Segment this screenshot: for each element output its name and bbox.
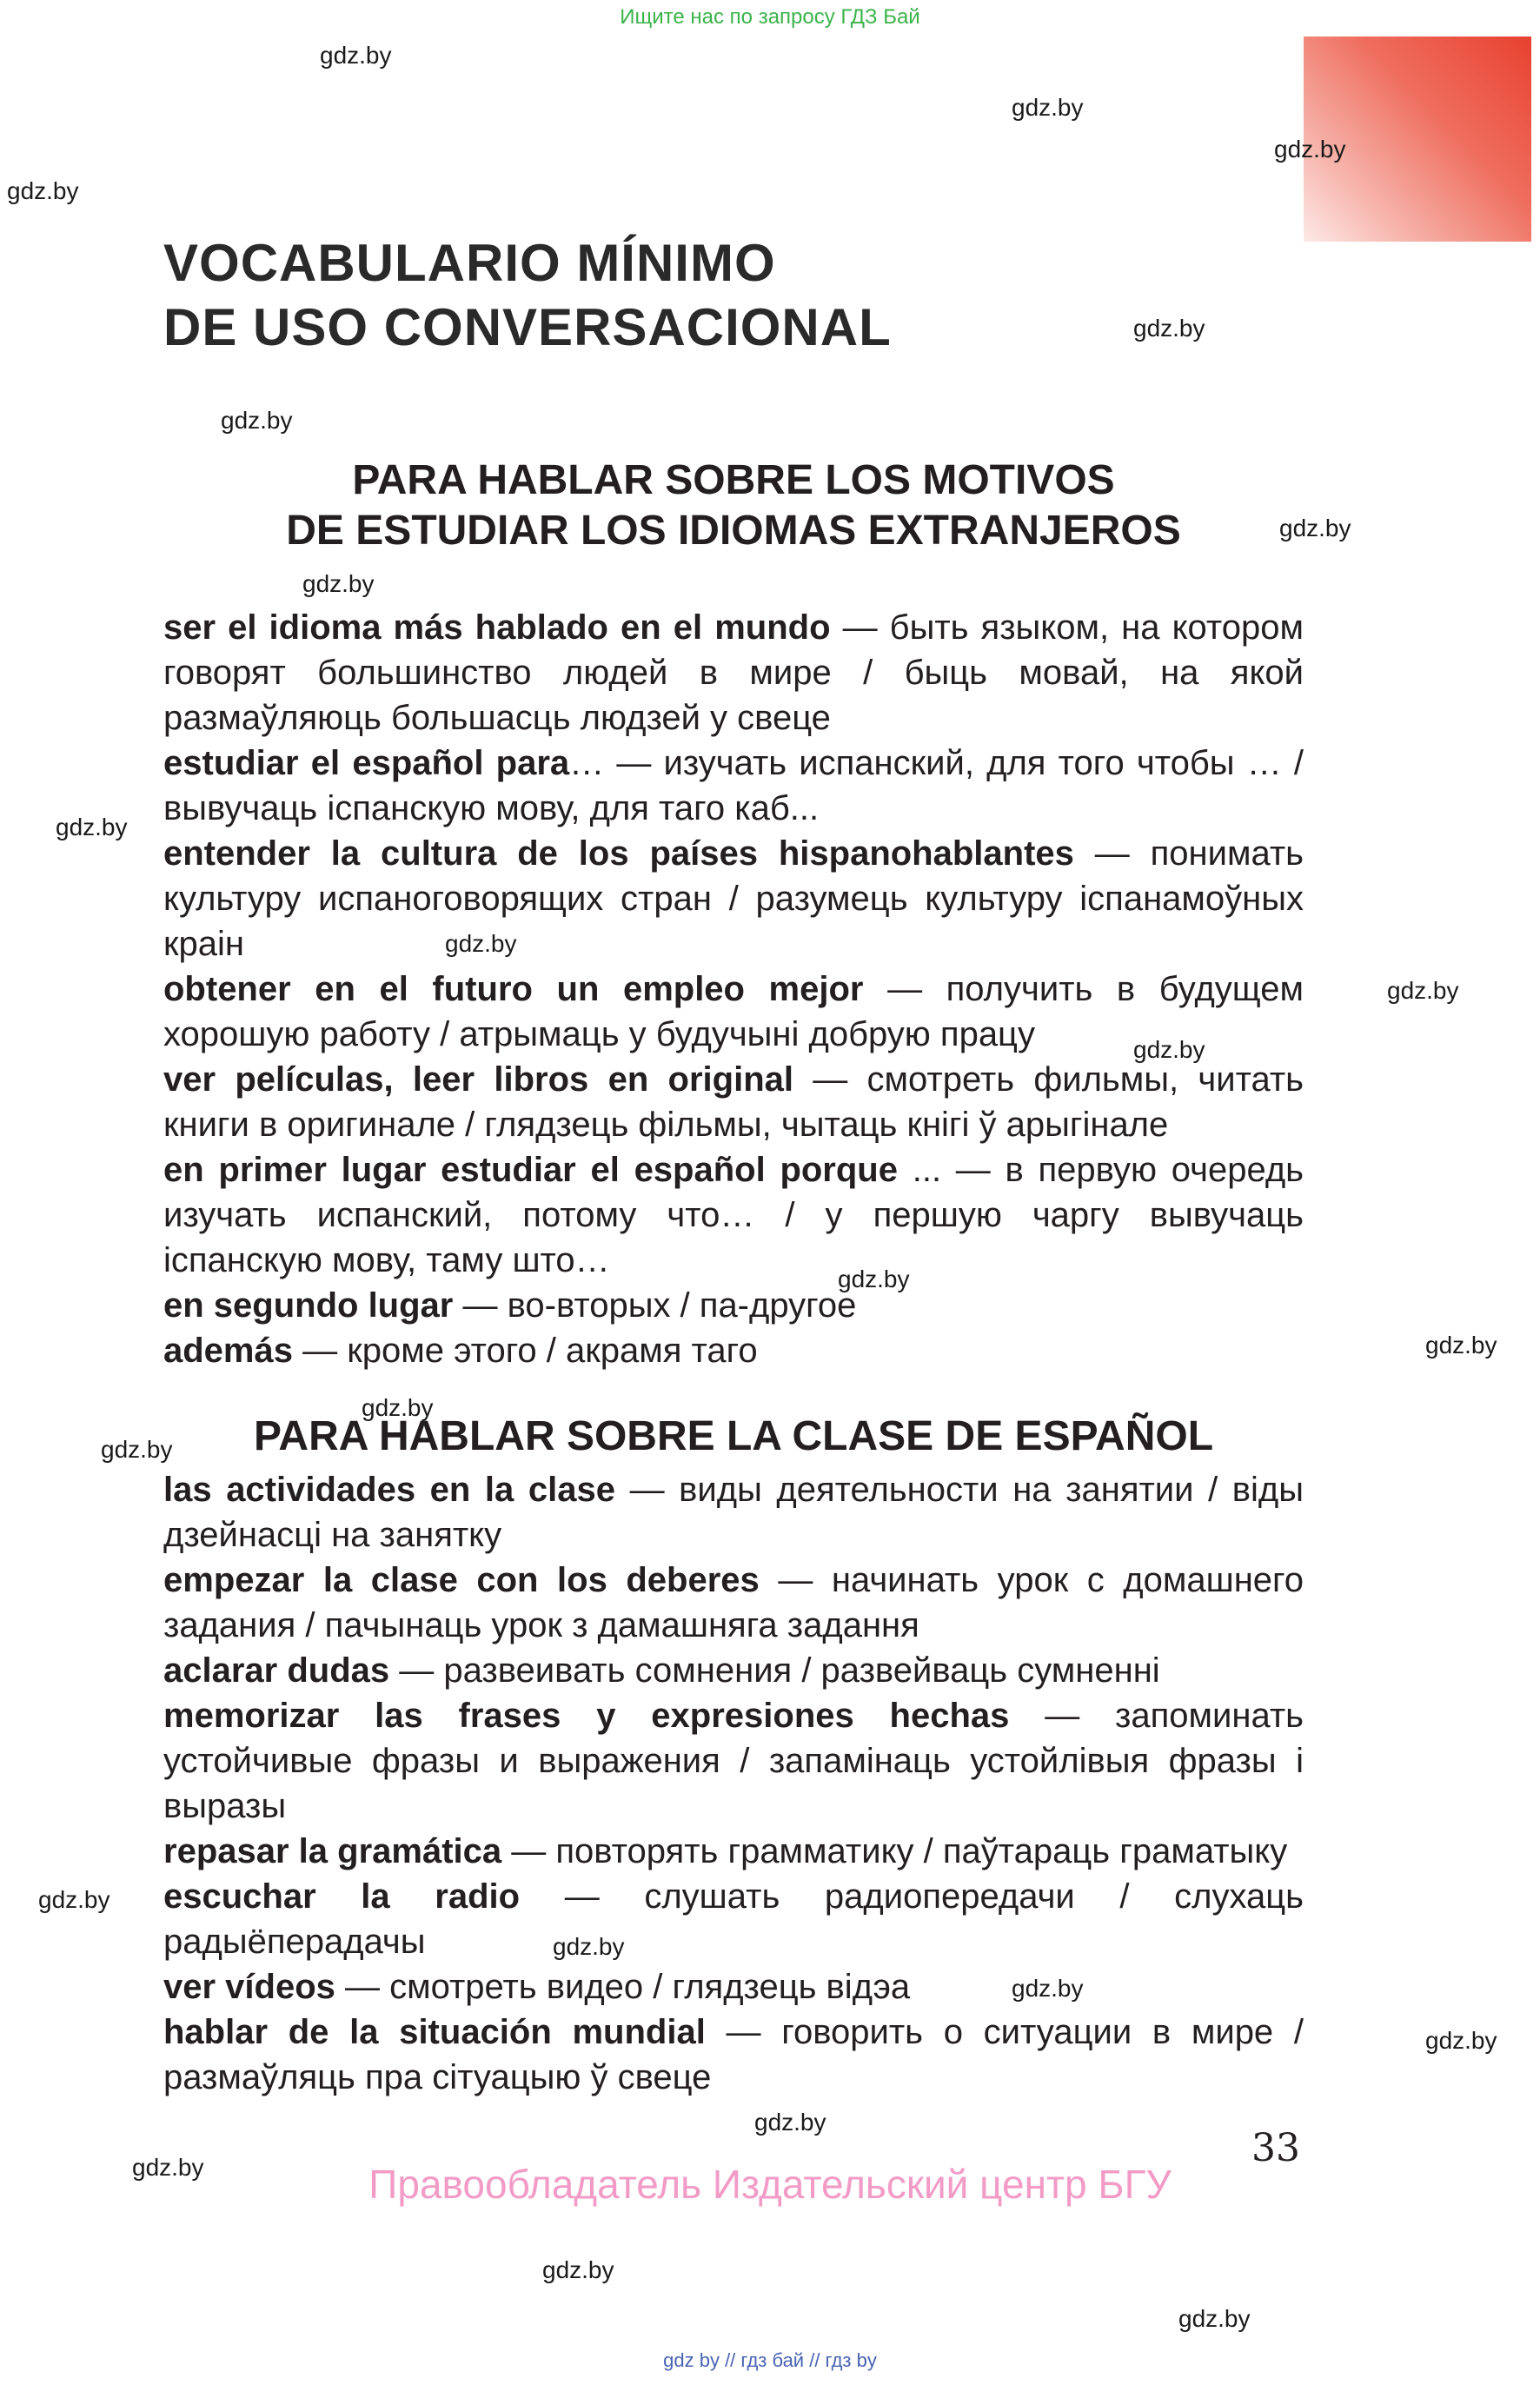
entry-translation: … — изучать испанский, для того чтобы … / вывучаць іспанскую мову, для таго каб...	[163, 744, 1304, 827]
watermark: gdz.by	[1178, 2305, 1251, 2332]
vocab-entry	[163, 1328, 1304, 1373]
entry-term: escuchar la radio	[163, 1877, 521, 1916]
entry-translation: — развеивать сомнения / развейваць сумненні	[389, 1651, 1160, 1690]
page-title-line2: DE USO CONVERSACIONAL	[163, 298, 892, 356]
vocab-entry	[163, 1648, 1304, 1693]
copyright-notice: Правообладатель Издательский центр БГУ	[368, 2162, 1172, 2207]
watermark: gdz.by	[1425, 1332, 1497, 1359]
entry-term: ser el idioma más hablado en el mundo	[163, 608, 831, 647]
entry-translation: — получить в будущем хорошую работу / атрымаць у будучыні добрую працу	[163, 970, 1304, 1053]
watermark: gdz.by	[132, 2154, 204, 2181]
watermark: gdz.by	[1133, 1036, 1205, 1063]
entry-translation: — говорить о ситуации в мире / размаўляць пра сітуацыю ў свеце	[163, 2013, 1304, 2096]
entry-term: obtener en el futuro un empleo mejor	[163, 970, 864, 1008]
vocab-entry	[163, 741, 1304, 831]
entry-translation: — начинать урок с домашнего задания / пачынаць урок з дамашняга задання	[163, 1561, 1304, 1644]
watermark: gdz.by	[1425, 2027, 1497, 2054]
entry-translation: — смотреть видео / глядзець відэа	[335, 1968, 911, 2006]
entry-term: las actividades en la clase	[163, 1471, 615, 1509]
watermark: gdz.by	[445, 930, 517, 957]
watermark: gdz.by	[1387, 977, 1459, 1004]
watermark: gdz.by	[838, 1266, 910, 1292]
watermark: gdz.by	[1279, 515, 1351, 541]
vocab-entry	[163, 605, 1304, 741]
top-note: Ищите нас по запросу ГДЗ Бай	[620, 5, 920, 29]
vocab-entry	[163, 1829, 1304, 1874]
watermark: gdz.by	[542, 2256, 614, 2283]
entry-term: estudiar el español para	[163, 744, 570, 782]
entry-term: hablar de la situación mundial	[163, 2013, 706, 2051]
entry-term: repasar la gramática	[163, 1832, 502, 1870]
page-number: 33	[1251, 2126, 1300, 2170]
entry-translation: — запоминать устойчивые фразы и выражения / запамінаць устойлівыя фразы і выразы	[163, 1697, 1304, 1825]
bottom-links[interactable]: gdz by // гдз бай // гдз by	[663, 2349, 877, 2371]
section2-heading: PARA HABLAR SOBRE LA CLASE DE ESPAÑOL	[253, 1413, 1214, 1459]
entry-term: en primer lugar estudiar el español porque	[163, 1151, 898, 1189]
vocab-entry	[163, 1874, 1304, 1964]
watermark: gdz.by	[101, 1436, 173, 1463]
entry-term: en segundo lugar	[163, 1286, 454, 1325]
watermark: gdz.by	[1274, 136, 1346, 163]
section1-heading-line1: PARA HABLAR SOBRE LOS MOTIVOS	[352, 457, 1115, 503]
vocab-entry	[163, 1558, 1304, 1648]
entry-translation: — слушать радиопередачи / слухаць радыёперадачы	[163, 1877, 1304, 1961]
watermark: gdz.by	[302, 570, 375, 597]
watermark: gdz.by	[362, 1394, 434, 1421]
watermark: gdz.by	[221, 407, 293, 434]
page-title	[163, 231, 892, 360]
entry-translation: — во-вторых / па-другое	[453, 1286, 857, 1325]
vocab-entry	[163, 831, 1304, 967]
entry-translation: — быть языком, на котором говорят большинство людей в мире / быць мовай, на якой размаўляюць большасць людзей у свеце	[163, 608, 1304, 737]
section1-entries	[163, 605, 1304, 1373]
vocab-entry	[163, 1283, 1304, 1328]
section2-entries	[163, 1467, 1304, 2100]
watermark: gdz.by	[553, 1933, 625, 1960]
watermark: gdz.by	[320, 42, 392, 69]
watermark: gdz.by	[38, 1886, 110, 1913]
vocab-entry	[163, 1147, 1304, 1283]
entry-term: aclarar dudas	[163, 1651, 390, 1690]
watermark: gdz.by	[1133, 315, 1205, 342]
page-title-line1: VOCABULARIO MÍNIMO	[163, 234, 776, 292]
vocab-entry	[163, 2010, 1304, 2100]
entry-translation: — понимать культуру испаноговорящих стран / разумець культуру іспанамоўных краін	[163, 834, 1304, 963]
entry-term: ver vídeos	[163, 1968, 335, 2006]
section1-heading-line2: DE ESTUDIAR LOS IDIOMAS EXTRANJEROS	[286, 508, 1181, 554]
vocab-entry	[163, 1964, 1304, 2010]
entry-term: además	[163, 1332, 293, 1370]
entry-term: memorizar las frases y expresiones hechas	[163, 1697, 1010, 1735]
entry-term: ver películas, leer libros en original	[163, 1060, 793, 1099]
entry-translation: — смотреть фильмы, читать книги в оригинале / глядзець фільмы, чытаць кнігі ў арыгінале	[163, 1060, 1304, 1144]
watermark: gdz.by	[7, 177, 79, 204]
entry-term: entender la cultura de los países hispanohablantes	[163, 834, 1074, 873]
entry-translation: — кроме этого / акрамя таго	[292, 1332, 758, 1370]
entry-translation: — повторять грамматику / паўтараць граматыку	[501, 1832, 1288, 1870]
watermark: gdz.by	[754, 2109, 826, 2136]
vocab-entry	[163, 1467, 1304, 1558]
entry-translation: ... — в первую очередь изучать испанский, потому что… / у першую чаргу вывучаць іспанскую мову, таму што…	[163, 1151, 1304, 1279]
section1-heading	[163, 455, 1304, 556]
entry-translation: — виды деятельности на занятии / віды дзейнасці на занятку	[163, 1471, 1304, 1554]
entry-term: empezar la clase con los deberes	[163, 1561, 760, 1599]
vocab-entry	[163, 1057, 1304, 1147]
watermark: gdz.by	[1012, 1975, 1084, 2002]
watermark: gdz.by	[1012, 94, 1084, 121]
watermark: gdz.by	[56, 814, 128, 840]
vocab-entry	[163, 1693, 1304, 1829]
